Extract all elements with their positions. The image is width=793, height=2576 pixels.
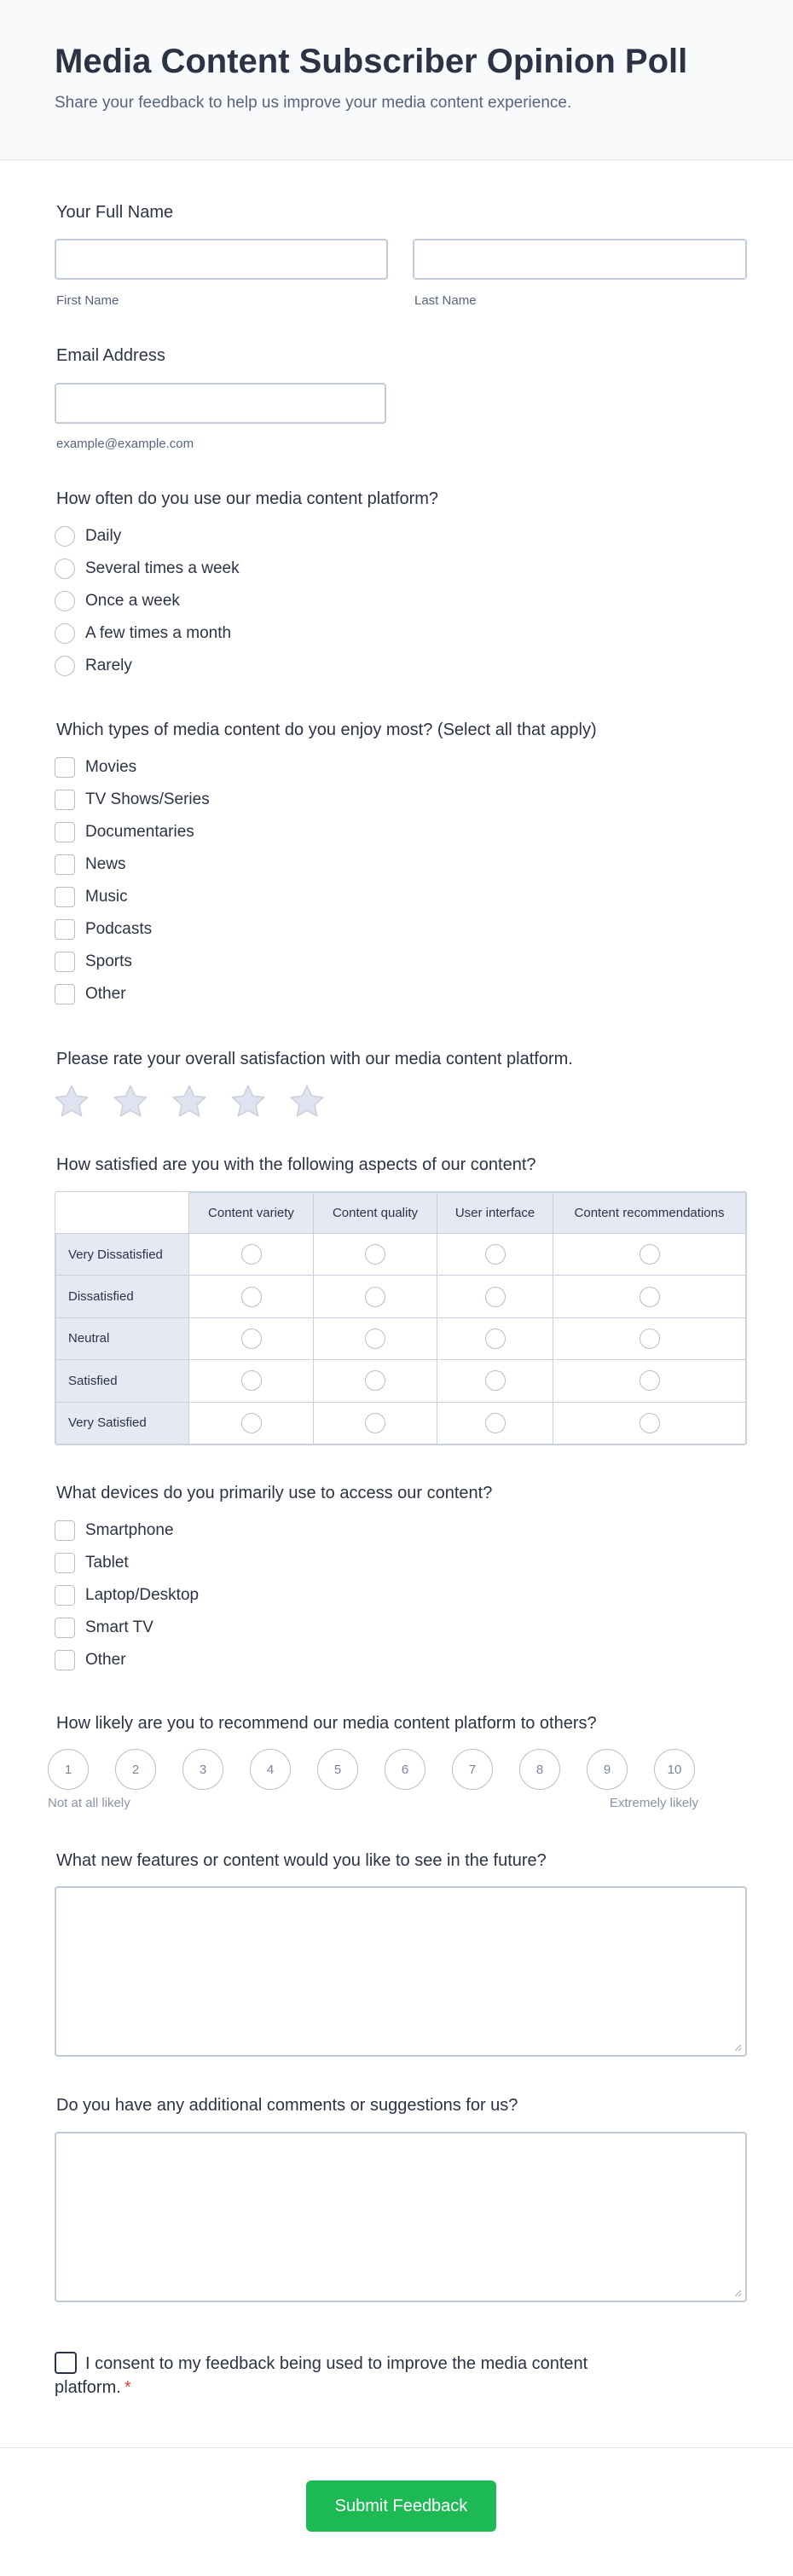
option-label: Sports	[85, 952, 132, 970]
star-icon[interactable]	[229, 1083, 267, 1120]
option-label: Smart TV	[85, 1618, 153, 1636]
checkbox[interactable]	[55, 822, 75, 842]
checkbox[interactable]	[55, 1585, 75, 1606]
matrix-radio-button[interactable]	[640, 1287, 660, 1307]
option-label: Other	[85, 985, 126, 1003]
scale-option[interactable]: 1	[48, 1749, 89, 1790]
scale-option[interactable]: 7	[452, 1749, 493, 1790]
matrix-radio-button[interactable]	[365, 1244, 385, 1265]
consent-field	[55, 2352, 669, 2399]
radio-button[interactable]	[55, 526, 75, 547]
page-subtitle: Share your feedback to help us improve your media content experience.	[55, 94, 572, 112]
checkbox-option[interactable]	[55, 820, 194, 844]
first-name-sublabel: First Name	[56, 293, 119, 308]
matrix-radio-button[interactable]	[241, 1329, 262, 1349]
email-label: Email Address	[56, 346, 165, 365]
radio-button[interactable]	[55, 623, 75, 644]
scale-low-label: Not at all likely	[48, 1796, 130, 1810]
matrix-radio-button[interactable]	[485, 1244, 506, 1265]
option-label: News	[85, 855, 126, 873]
matrix-cell	[314, 1402, 437, 1444]
matrix-radio-button[interactable]	[485, 1287, 506, 1307]
last-name-input[interactable]	[413, 239, 747, 280]
option-label: TV Shows/Series	[85, 790, 210, 808]
checkbox-option[interactable]	[55, 918, 152, 941]
matrix-radio-button[interactable]	[365, 1329, 385, 1349]
matrix-column-header: User interface	[437, 1193, 553, 1234]
option-label: Several times a week	[85, 559, 240, 577]
option-label: Rarely	[85, 657, 132, 674]
checkbox[interactable]	[55, 757, 75, 778]
matrix-cell	[553, 1402, 746, 1444]
matrix-row	[56, 1234, 746, 1276]
star-icon[interactable]	[288, 1083, 326, 1120]
checkbox[interactable]	[55, 952, 75, 972]
scale-option[interactable]: 2	[115, 1749, 156, 1790]
checkbox-option[interactable]	[55, 788, 210, 812]
matrix-cell	[437, 1402, 553, 1444]
consent-text: I consent to my feedback being used to improve the media content platform.	[55, 2354, 588, 2397]
matrix-column-header: Content recommendations	[553, 1193, 746, 1234]
matrix-radio-button[interactable]	[485, 1413, 506, 1433]
content-types-question: Which types of media content do you enjoy most? (Select all that apply)	[56, 721, 597, 739]
matrix-cell	[437, 1234, 553, 1276]
scale-option[interactable]: 10	[654, 1749, 695, 1790]
matrix-cell	[553, 1317, 746, 1359]
matrix-corner	[56, 1193, 189, 1234]
matrix-row	[56, 1360, 746, 1402]
matrix-radio-button[interactable]	[365, 1370, 385, 1391]
option-label: A few times a month	[85, 624, 232, 642]
submit-button[interactable]: Submit Feedback	[306, 2480, 496, 2532]
scale-high-label: Extremely likely	[609, 1796, 698, 1810]
option-label: Documentaries	[85, 823, 194, 841]
comments-textarea[interactable]	[55, 2132, 747, 2302]
matrix-cell	[553, 1234, 746, 1276]
matrix-row-label: Very Satisfied	[56, 1402, 189, 1444]
matrix-cell	[189, 1234, 314, 1276]
matrix-cell	[314, 1276, 437, 1317]
matrix-radio-button[interactable]	[241, 1244, 262, 1265]
matrix-radio-button[interactable]	[241, 1370, 262, 1391]
checkbox[interactable]	[55, 790, 75, 810]
matrix-cell	[437, 1360, 553, 1402]
matrix-row-label: Very Dissatisfied	[56, 1234, 189, 1276]
option-label: Podcasts	[85, 920, 153, 938]
star-rating	[53, 1083, 347, 1120]
scale-option[interactable]: 3	[182, 1749, 223, 1790]
checkbox-option[interactable]	[55, 1519, 174, 1543]
satisfaction-matrix	[55, 1191, 747, 1445]
scale-option[interactable]: 8	[519, 1749, 560, 1790]
scale-option[interactable]: 4	[250, 1749, 291, 1790]
full-name-label: Your Full Name	[56, 203, 174, 222]
radio-button[interactable]	[55, 591, 75, 611]
checkbox[interactable]	[55, 919, 75, 940]
radio-option[interactable]	[55, 524, 121, 548]
scale-option[interactable]: 9	[587, 1749, 628, 1790]
features-question: What new features or content would you like to see in the future?	[56, 1851, 547, 1870]
checkbox[interactable]	[55, 1520, 75, 1541]
matrix-radio-button[interactable]	[365, 1287, 385, 1307]
checkbox-option[interactable]	[55, 1616, 153, 1640]
option-label: Smartphone	[85, 1521, 174, 1539]
matrix-column-header: Content variety	[189, 1193, 314, 1234]
checkbox-option[interactable]	[55, 1648, 126, 1672]
matrix-row-label: Dissatisfied	[56, 1276, 189, 1317]
checkbox-option[interactable]	[55, 885, 128, 909]
matrix-cell	[189, 1402, 314, 1444]
checkbox-option[interactable]	[55, 1583, 199, 1607]
option-label: Laptop/Desktop	[85, 1586, 200, 1604]
radio-button[interactable]	[55, 559, 75, 579]
matrix-row	[56, 1317, 746, 1359]
star-icon[interactable]	[112, 1083, 149, 1120]
option-label: Daily	[85, 527, 122, 545]
matrix-row-label: Neutral	[56, 1317, 189, 1359]
scale-option[interactable]: 6	[385, 1749, 425, 1790]
checkbox-option[interactable]	[55, 982, 126, 1006]
matrix-cell	[437, 1317, 553, 1359]
checkbox[interactable]	[55, 887, 75, 907]
matrix-cell	[437, 1276, 553, 1317]
matrix-cell	[189, 1360, 314, 1402]
matrix-radio-button[interactable]	[640, 1370, 660, 1391]
recommend-scale	[48, 1749, 695, 1790]
checkbox[interactable]	[55, 984, 75, 1004]
matrix-radio-button[interactable]	[640, 1329, 660, 1349]
frequency-question: How often do you use our media content platform?	[56, 489, 439, 508]
rating-question: Please rate your overall satisfaction with our media content platform.	[56, 1050, 573, 1068]
matrix-radio-button[interactable]	[365, 1413, 385, 1433]
matrix-cell	[314, 1234, 437, 1276]
star-icon[interactable]	[171, 1083, 208, 1120]
last-name-sublabel: Last Name	[414, 293, 477, 308]
first-name-input[interactable]	[55, 239, 388, 280]
matrix-row	[56, 1402, 746, 1444]
checkbox[interactable]	[55, 854, 75, 875]
option-label: Movies	[85, 758, 137, 776]
checkbox-option[interactable]	[55, 1551, 129, 1575]
option-label: Once a week	[85, 592, 180, 610]
option-label: Tablet	[85, 1554, 129, 1572]
recommend-question: How likely are you to recommend our media content platform to others?	[56, 1714, 597, 1733]
resize-handle-icon[interactable]	[733, 2289, 742, 2297]
email-input[interactable]	[55, 383, 386, 424]
matrix-cell	[314, 1360, 437, 1402]
matrix-question: How satisfied are you with the following aspects of our content?	[56, 1155, 536, 1174]
matrix-cell	[553, 1360, 746, 1402]
matrix-column-header: Content quality	[314, 1193, 437, 1234]
matrix-row	[56, 1276, 746, 1317]
matrix-cell	[314, 1317, 437, 1359]
checkbox[interactable]	[55, 1618, 75, 1638]
checkbox[interactable]	[55, 1553, 75, 1573]
matrix-cell	[189, 1276, 314, 1317]
form-header	[0, 0, 793, 160]
matrix-row-label: Satisfied	[56, 1360, 189, 1402]
option-label: Music	[85, 888, 128, 906]
radio-option[interactable]	[55, 557, 240, 581]
matrix-radio-button[interactable]	[241, 1287, 262, 1307]
comments-question: Do you have any additional comments or suggestions for us?	[56, 2096, 518, 2115]
matrix-cell	[189, 1317, 314, 1359]
email-sublabel: example@example.com	[56, 437, 194, 451]
matrix-radio-button[interactable]	[485, 1370, 506, 1391]
star-icon[interactable]	[53, 1083, 90, 1120]
checkbox-option[interactable]	[55, 950, 132, 974]
radio-option[interactable]	[55, 589, 180, 613]
option-label: Other	[85, 1651, 126, 1669]
radio-button[interactable]	[55, 656, 75, 676]
required-mark: *	[124, 2378, 131, 2397]
checkbox-option[interactable]	[55, 853, 126, 877]
page-title: Media Content Subscriber Opinion Poll	[55, 43, 688, 80]
checkbox[interactable]	[55, 1650, 75, 1670]
checkbox-option[interactable]	[55, 755, 136, 779]
resize-handle-icon[interactable]	[733, 2043, 742, 2052]
matrix-radio-button[interactable]	[640, 1244, 660, 1265]
features-textarea[interactable]	[55, 1886, 747, 2057]
devices-question: What devices do you primarily use to access our content?	[56, 1484, 493, 1502]
consent-checkbox[interactable]	[55, 2352, 77, 2374]
matrix-radio-button[interactable]	[640, 1413, 660, 1433]
scale-option[interactable]: 5	[317, 1749, 358, 1790]
radio-option[interactable]	[55, 622, 231, 645]
matrix-radio-button[interactable]	[485, 1329, 506, 1349]
matrix-radio-button[interactable]	[241, 1413, 262, 1433]
matrix-cell	[553, 1276, 746, 1317]
radio-option[interactable]	[55, 654, 132, 678]
